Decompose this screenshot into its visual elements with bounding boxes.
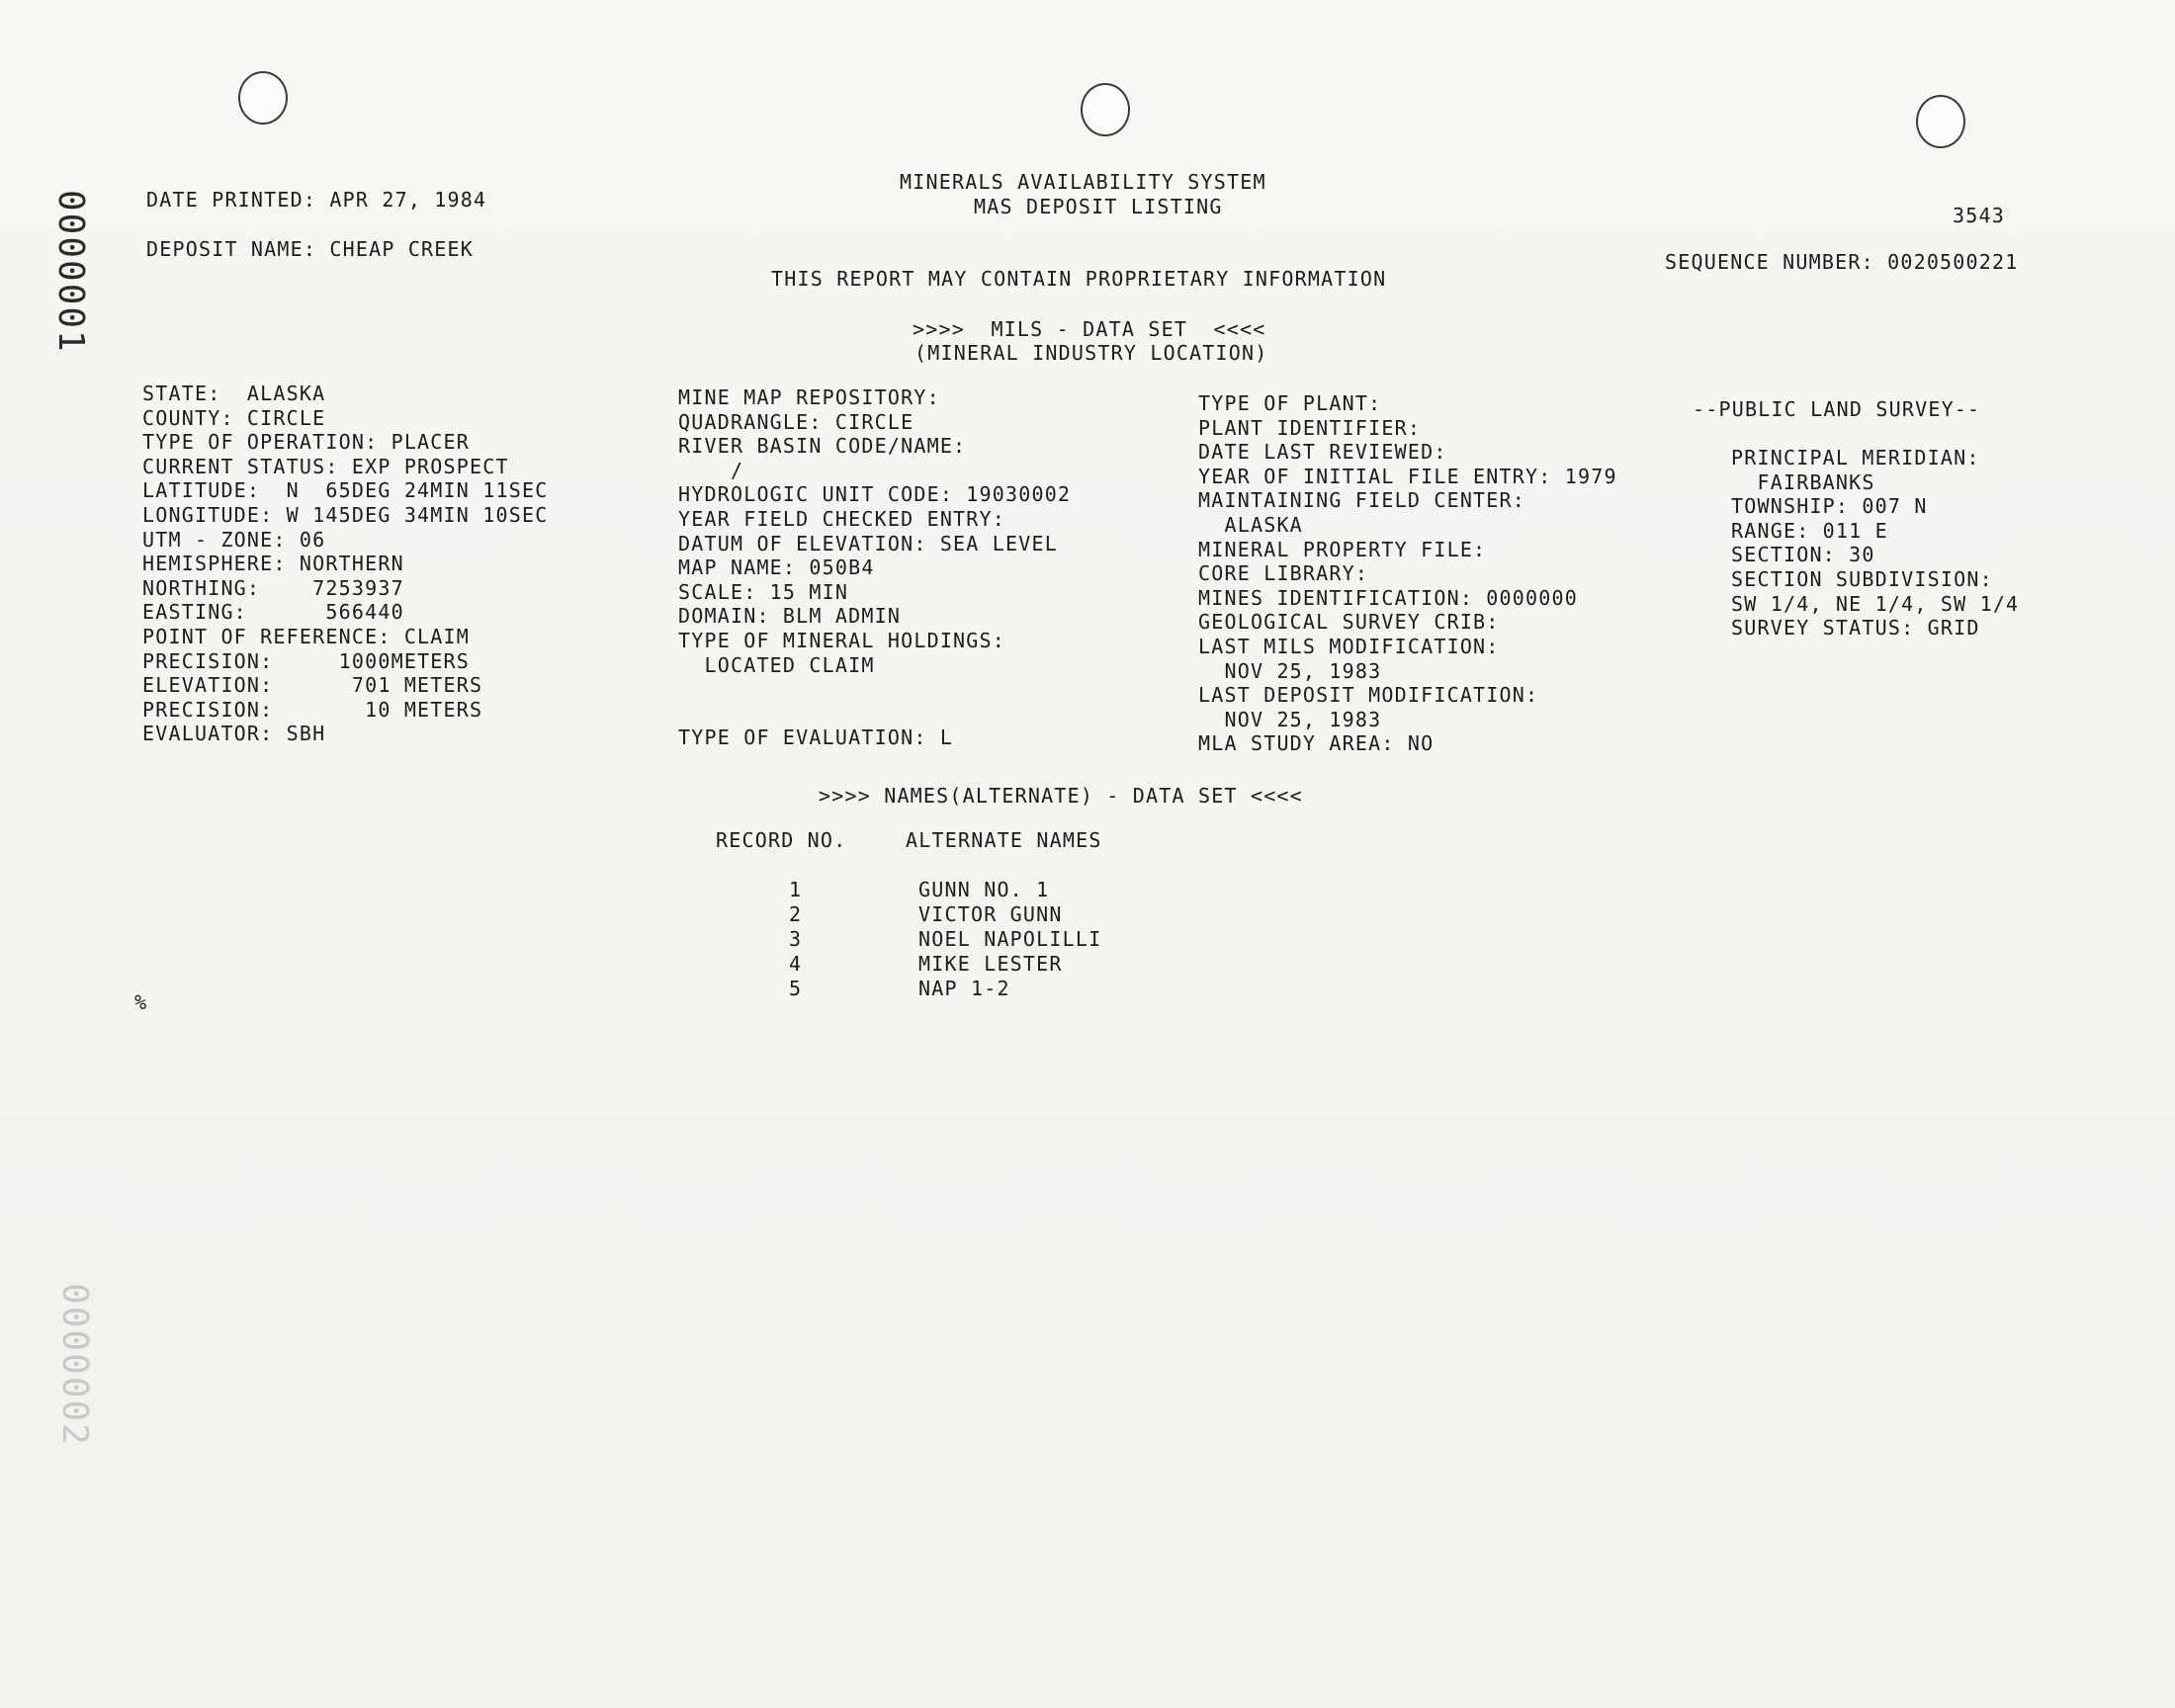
system-title: MINERALS AVAILABILITY SYSTEM [900, 170, 1266, 194]
field-line: STATE: ALASKA [142, 382, 326, 405]
proprietary-notice: THIS REPORT MAY CONTAIN PROPRIETARY INFORMATION [771, 267, 1387, 291]
field-line: MINES IDENTIFICATION: 0000000 [1198, 585, 1578, 610]
land-survey-title: --PUBLIC LAND SURVEY-- [1693, 397, 1981, 421]
end-mark: % [134, 990, 148, 1014]
field-line: LONGITUDE: W 145DEG 34MIN 10SEC [142, 502, 549, 527]
field-line: FAIRBANKS [1731, 470, 1875, 494]
field-line: SW 1/4, NE 1/4, SW 1/4 [1731, 591, 2020, 616]
punch-hole-right [1916, 95, 1965, 148]
field-line: SECTION SUBDIVISION: [1731, 566, 1993, 591]
sequence-number: SEQUENCE NUMBER: 0020500221 [1665, 250, 2019, 274]
field-line: MAINTAINING FIELD CENTER: [1198, 488, 1526, 513]
field-line: COUNTY: CIRCLE [142, 405, 326, 430]
field-line: DATE LAST REVIEWED: [1198, 440, 1447, 465]
field-line: SURVEY STATUS: GRID [1731, 616, 1980, 640]
field-line: ALASKA [1198, 512, 1303, 537]
field-line: EASTING: 566440 [142, 600, 404, 625]
margin-code-faded: 0000002 [54, 1283, 95, 1447]
field-line: ELEVATION: 701 METERS [142, 673, 483, 698]
alternate-name: NAP 1-2 [918, 977, 1010, 1000]
deposit-name: DEPOSIT NAME: CHEAP CREEK [146, 237, 475, 261]
alternate-name: VICTOR GUNN [918, 902, 1063, 926]
field-line [678, 677, 1071, 702]
field-line: EVALUATOR: SBH [142, 722, 326, 746]
field-line: NOV 25, 1983 [1198, 707, 1382, 731]
location-fields-column [142, 382, 548, 746]
field-line: CORE LIBRARY: [1198, 561, 1369, 586]
field-line: CURRENT STATUS: EXP PROSPECT [142, 454, 509, 478]
map-fields-column [678, 385, 1071, 750]
field-line: LAST MILS MODIFICATION: [1198, 634, 1500, 658]
field-line: SCALE: 15 MIN [678, 579, 849, 604]
punch-hole-left [238, 71, 288, 125]
field-line: TYPE OF OPERATION: PLACER [142, 430, 471, 455]
field-line: RANGE: 011 E [1731, 518, 1888, 543]
field-line: SECTION: 30 [1731, 543, 1875, 567]
field-line: DATUM OF ELEVATION: SEA LEVEL [678, 531, 1058, 555]
field-line: MINERAL PROPERTY FILE: [1198, 537, 1487, 561]
field-line: POINT OF REFERENCE: CLAIM [142, 624, 471, 648]
dataset-subtitle: (MINERAL INDUSTRY LOCATION) [914, 341, 1268, 365]
alternate-names-header: ALTERNATE NAMES [906, 828, 1102, 852]
record-no: 3 [789, 927, 803, 951]
field-line: TYPE OF MINERAL HOLDINGS: [678, 628, 1006, 652]
field-line: YEAR FIELD CHECKED ENTRY: [678, 506, 1006, 531]
names-dataset-title: >>>> NAMES(ALTERNATE) - DATA SET <<<< [819, 784, 1303, 808]
field-line: LAST DEPOSIT MODIFICATION: [1198, 683, 1539, 708]
punch-hole-center [1081, 83, 1130, 136]
field-line: TOWNSHIP: 007 N [1731, 494, 1928, 519]
alternate-name: GUNN NO. 1 [918, 878, 1050, 901]
record-no: 1 [789, 878, 803, 901]
record-no: 4 [789, 952, 803, 976]
field-line: GEOLOGICAL SURVEY CRIB: [1198, 610, 1500, 635]
record-no: 2 [789, 902, 803, 926]
field-line: / [678, 458, 744, 482]
field-line: PRECISION: 1000METERS [142, 648, 471, 673]
record-no-header: RECORD NO. [716, 828, 847, 852]
dataset-title: >>>> MILS - DATA SET <<<< [913, 317, 1266, 341]
date-printed: DATE PRINTED: APR 27, 1984 [146, 188, 487, 212]
field-line: LATITUDE: N 65DEG 24MIN 11SEC [142, 478, 549, 503]
page-number: 3543 [1953, 204, 2005, 227]
field-line: YEAR OF INITIAL FILE ENTRY: 1979 [1198, 464, 1617, 488]
field-line [678, 702, 1071, 726]
field-line: HYDROLOGIC UNIT CODE: 19030002 [678, 482, 1072, 507]
plant-fields-column [1198, 391, 1617, 756]
field-line: MAP NAME: 050B4 [678, 555, 875, 580]
alternate-name: MIKE LESTER [918, 952, 1063, 976]
field-line: MINE MAP REPOSITORY: [678, 385, 940, 409]
field-line: PLANT IDENTIFIER: [1198, 415, 1422, 440]
field-line: DOMAIN: BLM ADMIN [678, 604, 902, 629]
field-line: MLA STUDY AREA: NO [1198, 731, 1435, 756]
margin-code: 0000001 [50, 190, 91, 354]
listing-title: MAS DEPOSIT LISTING [974, 195, 1223, 218]
field-line: RIVER BASIN CODE/NAME: [678, 434, 967, 459]
field-line: NOV 25, 1983 [1198, 658, 1382, 683]
land-survey-fields [1731, 446, 2019, 640]
record-no: 5 [789, 977, 803, 1000]
field-line: PRINCIPAL MERIDIAN: [1731, 446, 1980, 470]
field-line: PRECISION: 10 METERS [142, 697, 483, 722]
field-line: HEMISPHERE: NORTHERN [142, 552, 404, 576]
field-line: NORTHING: 7253937 [142, 575, 404, 600]
field-line: TYPE OF EVALUATION: L [678, 726, 954, 750]
field-line: UTM - ZONE: 06 [142, 527, 326, 552]
field-line: QUADRANGLE: CIRCLE [678, 409, 914, 434]
field-line: LOCATED CLAIM [678, 652, 875, 677]
alternate-name: NOEL NAPOLILLI [918, 927, 1102, 951]
field-line: TYPE OF PLANT: [1198, 391, 1382, 415]
